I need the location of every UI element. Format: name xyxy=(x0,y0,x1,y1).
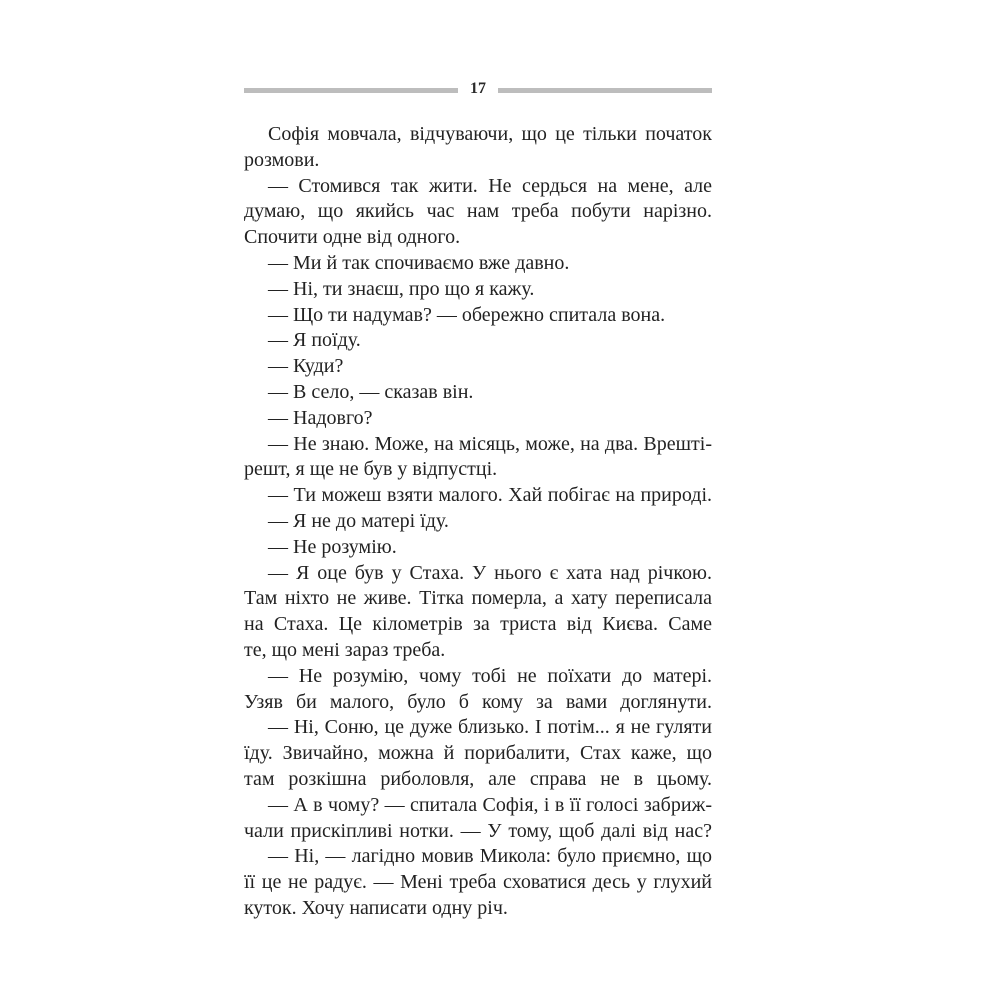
text-line: — Ми й так спочиваємо вже давно. xyxy=(268,251,570,274)
text-line: — Не розумію, чому тобі не поїхати до матері. xyxy=(268,664,712,687)
text-line: — Не розумію. xyxy=(268,535,397,558)
text-line: куток. Хочу написати одну річ. xyxy=(244,896,508,919)
page-number: 17 xyxy=(470,80,486,97)
text-line: — Ти можеш взяти малого. Хай побігає на природі. xyxy=(268,484,712,507)
text-line: її це не радує. — Мені треба сховатися десь у глухий xyxy=(244,871,712,894)
text-line: — Я оце був у Стаха. У нього є хата над річкою. xyxy=(268,561,712,584)
text-line: решт, я ще не був у відпустці. xyxy=(244,458,498,481)
text-line: — Стомився так жити. Не сердься на мене, але xyxy=(268,174,712,197)
text-line: — Куди? xyxy=(268,355,344,378)
header-rule-right xyxy=(498,88,712,93)
text-line: — А в чому? — спитала Софія, і в її голосі забриж- xyxy=(268,793,712,816)
text-line: — Ні, ти знаєш, про що я кажу. xyxy=(268,277,535,300)
text-line: — Я поїду. xyxy=(268,329,361,352)
page-header xyxy=(244,78,712,102)
text-line: на Стаха. Це кілометрів за триста від Києва. Саме xyxy=(244,613,712,636)
text-line: Там ніхто не живе. Тітка померла, а хату переписала xyxy=(244,587,712,610)
text-line: розмови. xyxy=(244,148,320,171)
text-line: — Надовго? xyxy=(268,406,373,429)
text-line: там розкішна риболовля, але справа не в цьому. xyxy=(244,767,712,790)
header-rule-left xyxy=(244,88,458,93)
text-line: — Що ти надумав? — обережно спитала вона. xyxy=(268,303,666,326)
text-line: — Ні, Соню, це дуже близько. І потім... я не гуляти xyxy=(268,716,712,739)
text-line: — Не знаю. Може, на місяць, може, на два. Врешті- xyxy=(268,432,712,455)
text-line: чали прискіпливі нотки. — У тому, щоб далі від нас? xyxy=(244,819,712,842)
text-line: — Ні, — лагідно мовив Микола: було приємно, що xyxy=(268,845,712,868)
text-line: Узяв би малого, було б кому за вами доглянути. xyxy=(244,690,712,713)
text-line: Софія мовчала, відчуваючи, що це тільки початок xyxy=(268,123,712,145)
text-line: думаю, що якийсь час нам треба побути нарізно. xyxy=(244,200,712,223)
text-line: Спочити одне від одного. xyxy=(244,226,461,249)
text-block xyxy=(244,122,712,922)
text-line: — Я не до матері їду. xyxy=(268,509,449,532)
text-line: те, що мені зараз треба. xyxy=(244,638,446,661)
text-line: їду. Звичайно, можна й порибалити, Стах каже, що xyxy=(244,742,712,765)
text-line: — В село, — сказав він. xyxy=(268,380,474,403)
